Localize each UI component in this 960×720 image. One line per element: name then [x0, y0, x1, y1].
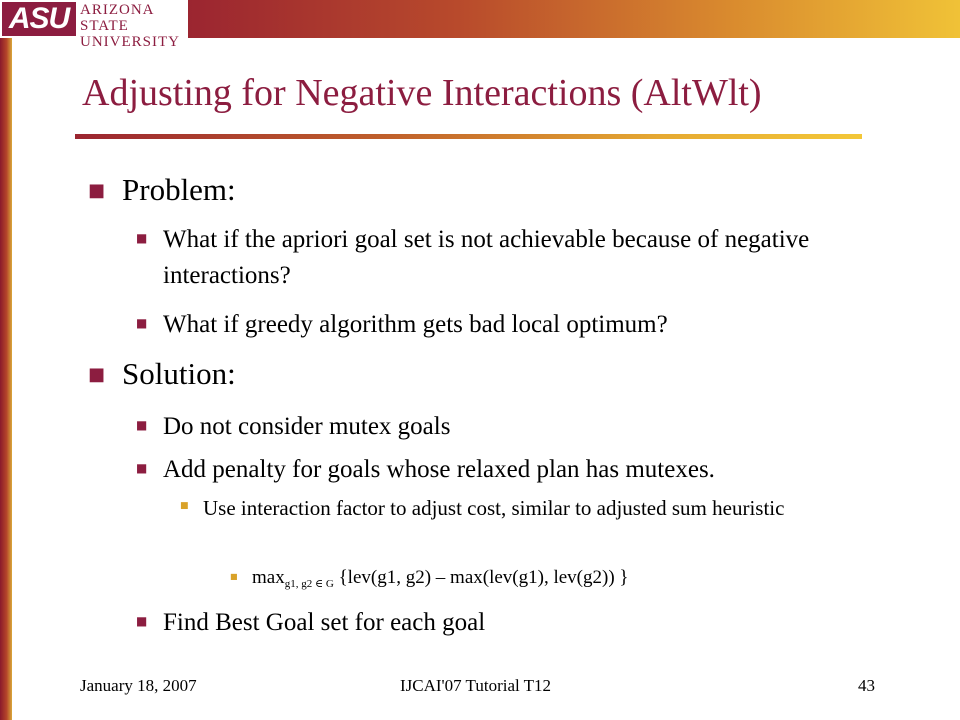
square-bullet-icon: ■ [136, 418, 148, 432]
left-gradient-bar [0, 38, 12, 720]
header-gradient-bar [188, 0, 960, 38]
last-item: Find Best Goal set for each goal [163, 609, 486, 636]
formula-body: {lev(g1, g2) – max(lev(g1), lev(g2)) } [333, 567, 629, 588]
footer-event: IJCAI'07 Tutorial T12 [400, 676, 552, 695]
formula-prefix: max [252, 567, 285, 588]
sub-item-interaction-factor: Use interaction factor to adjust cost, similar to adjusted sum heuristic [203, 496, 785, 520]
square-bullet-icon: ■ [136, 461, 148, 475]
slide-title: Adjusting for Negative Interactions (AltWlt) [82, 72, 762, 114]
title-underline [75, 134, 862, 139]
square-bullet-icon: ■ [230, 572, 238, 581]
formula-subscript: g1, g2 ∈ G [284, 578, 334, 590]
square-bullet-icon: ■ [88, 180, 106, 201]
logo-block [0, 0, 188, 50]
formula [252, 566, 902, 596]
university-name [80, 2, 188, 50]
problem-heading: Problem: [122, 172, 236, 207]
square-bullet-icon: ■ [136, 231, 148, 245]
square-bullet-icon: ■ [136, 316, 148, 330]
square-bullet-icon: ■ [180, 501, 189, 511]
asu-logo: ASU [2, 2, 76, 36]
solution-item-1: Do not consider mutex goals [163, 413, 451, 440]
square-bullet-icon: ■ [136, 614, 148, 628]
university-line-2: UNIVERSITY [80, 34, 180, 50]
square-bullet-icon: ■ [88, 364, 106, 385]
university-line-1: ARIZONA STATE [80, 2, 154, 34]
footer-page-number: 43 [858, 676, 875, 695]
problem-item-1: What if the apriori goal set is not achievable because of negative interactions? [163, 226, 810, 289]
problem-item-2: What if greedy algorithm gets bad local optimum? [163, 311, 668, 338]
solution-heading: Solution: [122, 356, 236, 391]
footer-date: January 18, 2007 [80, 676, 197, 695]
solution-item-2: Add penalty for goals whose relaxed plan has mutexes. [163, 456, 715, 483]
